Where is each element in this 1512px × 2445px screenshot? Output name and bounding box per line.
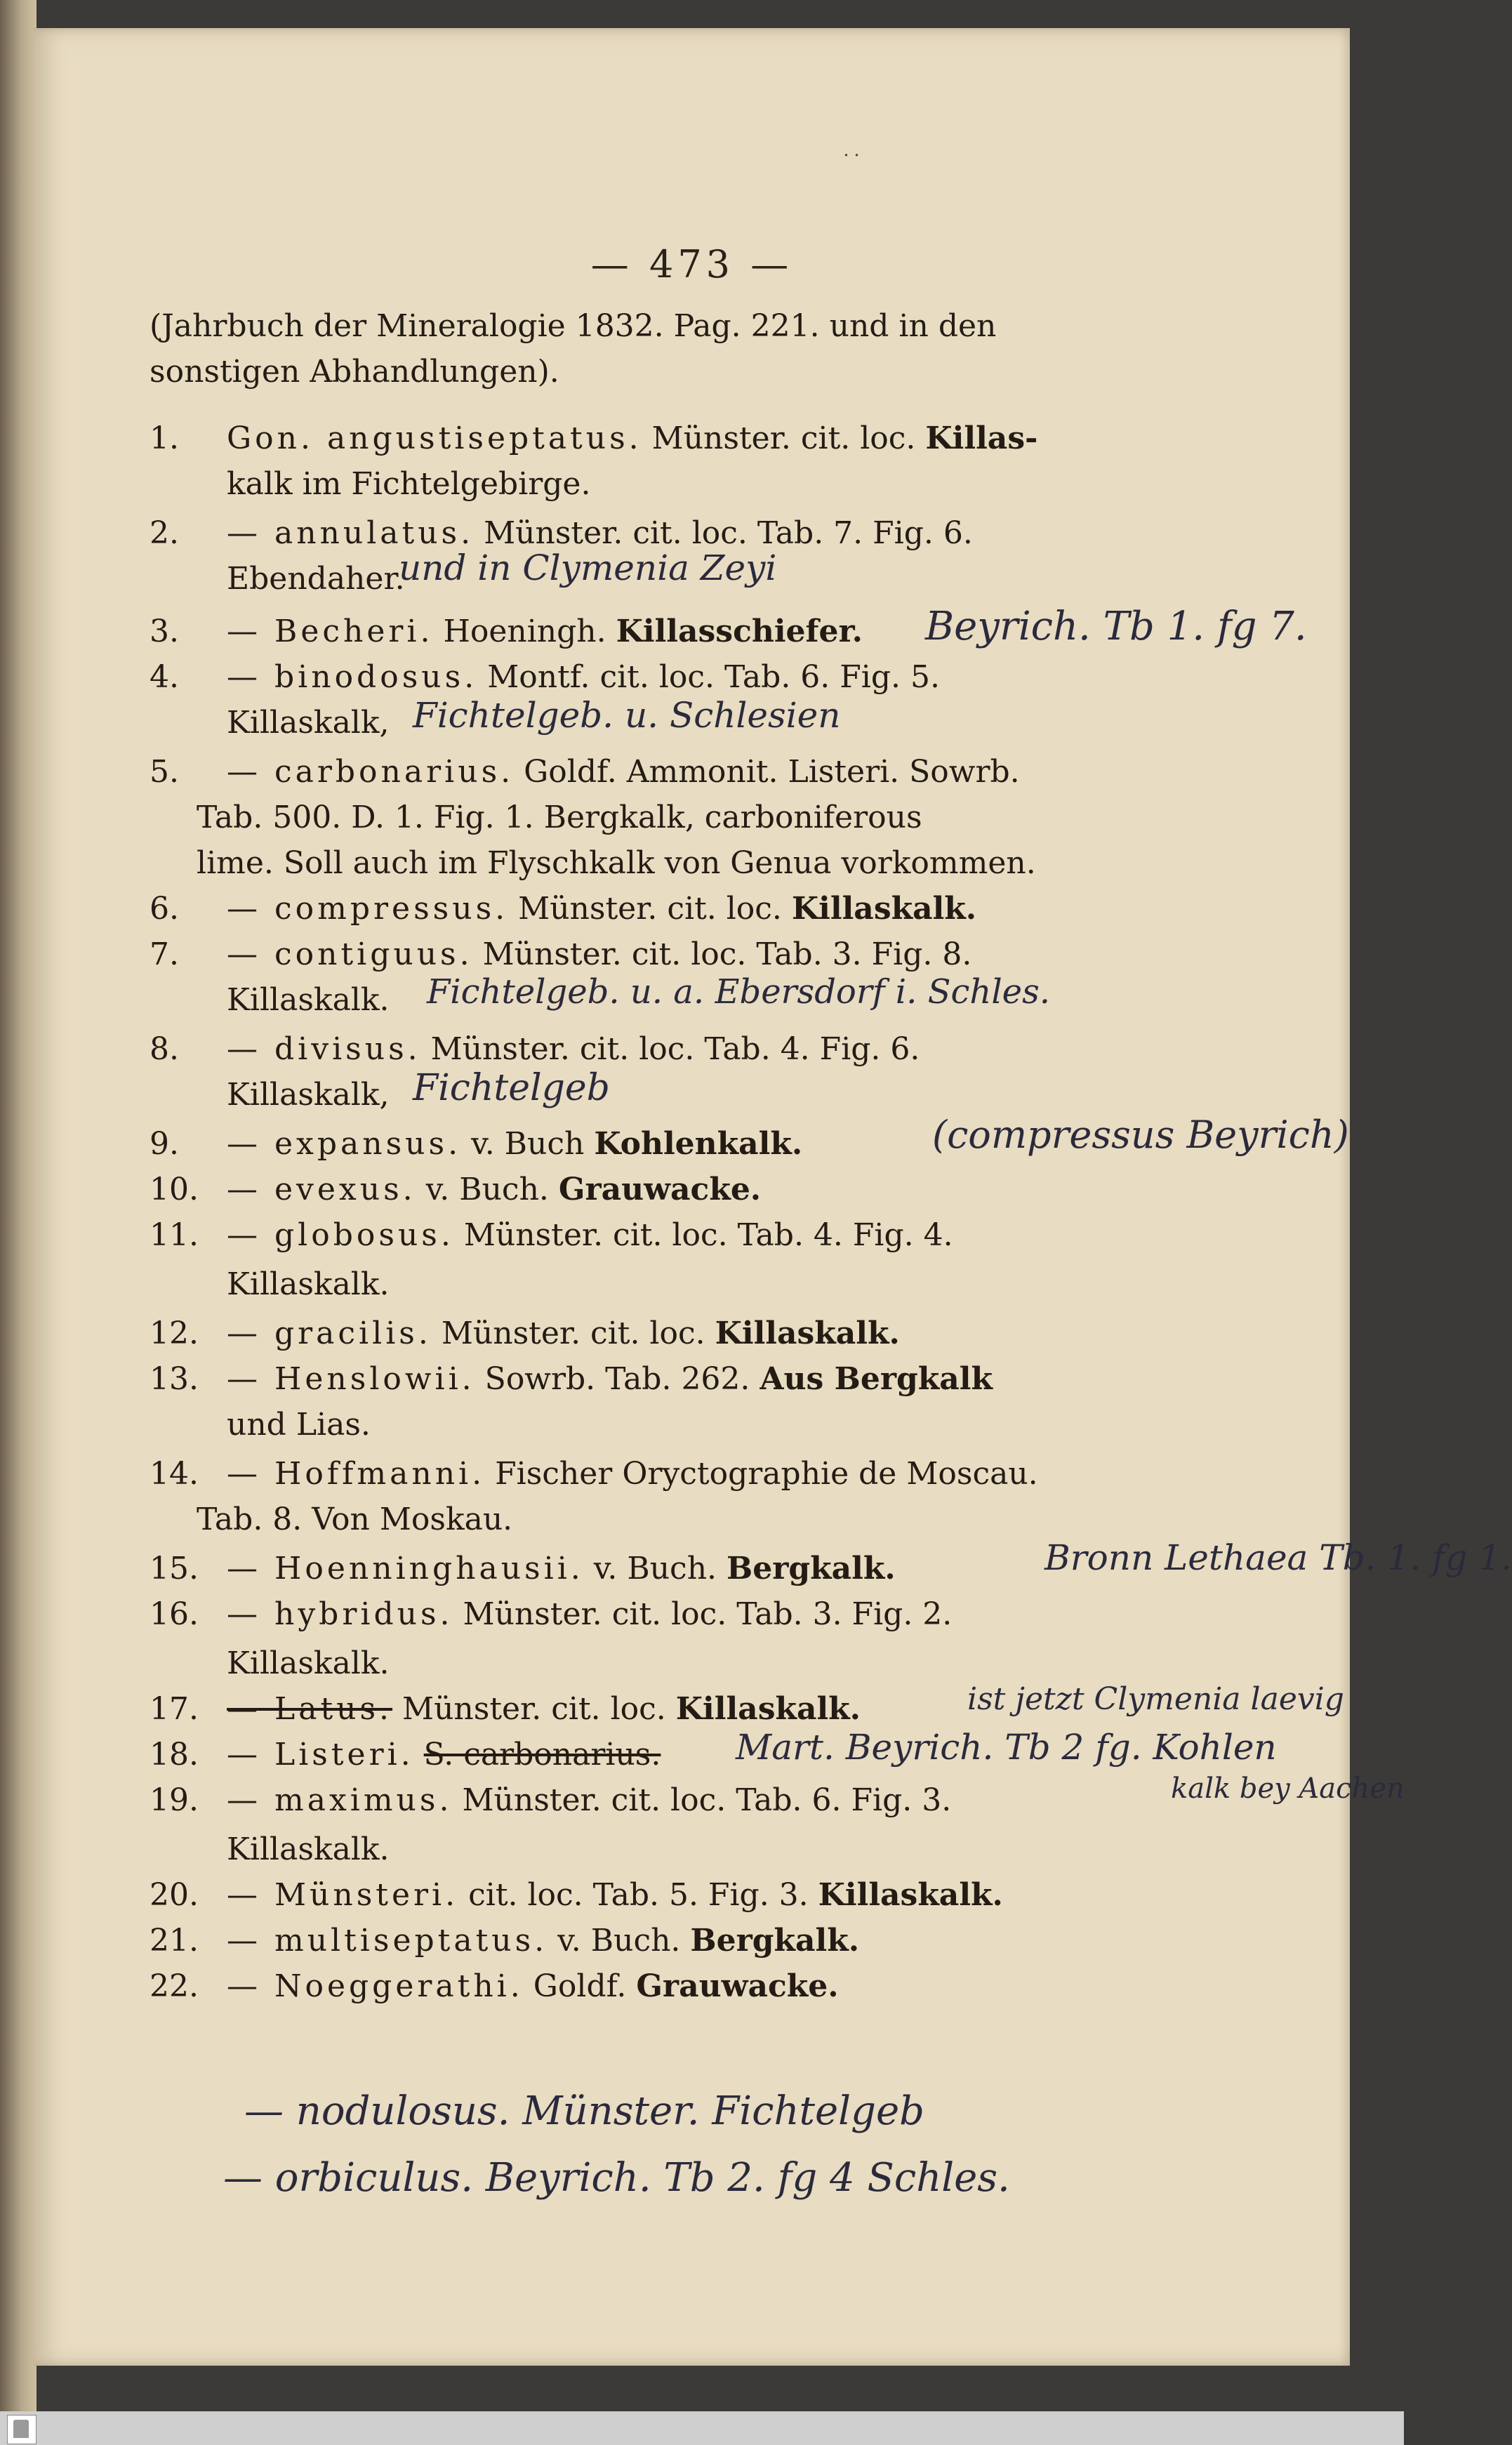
species-name: — multiseptatus.: [227, 1923, 548, 1959]
entry-continuation: Killaskalk.: [227, 982, 390, 1018]
entry-row: [150, 1028, 920, 1071]
entry-number: 19.: [150, 1782, 199, 1818]
species-name: — Becheri.: [227, 614, 434, 649]
entry-number: 18.: [150, 1737, 199, 1773]
entry-number: 22.: [150, 1968, 199, 2004]
ink-mark: ˙˙: [841, 151, 862, 175]
entry-row: [150, 1453, 1038, 1495]
species-name: — maximus.: [227, 1782, 453, 1818]
species-name: — Listeri.: [227, 1737, 414, 1773]
entry-row: [150, 888, 976, 930]
viewer-footer-bar: [0, 2411, 1404, 2445]
handwritten-annotation: und in Clymenia Zeyi: [399, 548, 777, 588]
page-number: — 473 —: [590, 242, 793, 286]
locality: Aus Bergkalk: [760, 1361, 993, 1397]
entry-number: 4.: [150, 659, 179, 695]
citation: Münster. cit. loc.: [441, 1316, 705, 1351]
entry-row: [150, 751, 1020, 793]
species-name: — annulatus.: [227, 515, 475, 551]
citation: v. Buch.: [557, 1923, 681, 1959]
citation: S. carbonarius.: [423, 1737, 661, 1773]
entry-number: 8.: [150, 1031, 179, 1067]
entry-continuation: lime. Soll auch im Flyschkalk von Genua vorkommen.: [197, 845, 1036, 881]
citation: v. Buch.: [593, 1551, 717, 1586]
entry-number: 6.: [150, 891, 179, 927]
entry-row: [150, 1169, 761, 1211]
entry-row: [150, 1593, 952, 1636]
locality: Bergkalk.: [727, 1551, 896, 1586]
entry-continuation: Ebendaher.: [227, 561, 405, 597]
species-name: — binodosus.: [227, 659, 478, 695]
entry-row: [150, 1313, 900, 1355]
entry-row: [150, 1548, 896, 1590]
entry-continuation: Killaskalk.: [227, 1831, 390, 1867]
citation: Münster. cit. loc. Tab. 4. Fig. 6.: [430, 1031, 920, 1067]
locality: Grauwacke.: [636, 1968, 839, 2004]
citation: v. Buch.: [425, 1172, 549, 1207]
entry-row: [150, 1780, 951, 1822]
species-name: — evexus.: [227, 1172, 416, 1207]
handwritten-annotation: (compressus Beyrich): [932, 1113, 1349, 1157]
entry-number: 15.: [150, 1551, 199, 1586]
species-name: — Latus.: [227, 1691, 393, 1727]
entry-row: [150, 418, 1037, 460]
book-page: [34, 28, 1512, 2366]
handwritten-annotation: ist jetzt Clymenia laevig: [967, 1681, 1344, 1717]
entry-continuation: und Lias.: [227, 1407, 371, 1443]
entry-number: 16.: [150, 1596, 199, 1632]
locality: Killaskalk.: [715, 1316, 900, 1351]
handwritten-annotation: Beyrich. Tb 1. fg 7.: [925, 604, 1307, 649]
entry-number: 14.: [150, 1456, 199, 1492]
entry-row: [150, 1966, 839, 2008]
citation: Goldf.: [533, 1968, 627, 2004]
species-name: — Noeggerathi.: [227, 1968, 524, 2004]
citation: Münster. cit. loc.: [402, 1691, 666, 1727]
handwritten-annotation: Bronn Lethaea Tb. 1. fg 1.: [1045, 1537, 1512, 1578]
entry-row: [150, 1688, 861, 1730]
intro-line-2: sonstigen Abhandlungen).: [150, 354, 559, 390]
locality: Bergkalk.: [690, 1923, 860, 1959]
species-name: — Henslowii.: [227, 1361, 475, 1397]
species-name: — Hoffmanni.: [227, 1456, 486, 1492]
locality: Grauwacke.: [558, 1172, 762, 1207]
entry-number: 12.: [150, 1316, 199, 1351]
locality: Killaskalk.: [818, 1877, 1003, 1913]
entry-continuation: Tab. 8. Von Moskau.: [197, 1502, 513, 1537]
entry-row: [150, 1874, 1003, 1916]
entry-number: 7.: [150, 936, 179, 972]
entry-row: [150, 656, 940, 698]
species-name: — globosus.: [227, 1217, 454, 1253]
locality: Killaskalk.: [675, 1691, 861, 1727]
citation: Münster. cit. loc.: [518, 891, 782, 927]
entry-row: [150, 1920, 859, 1962]
locality: Killaskalk.: [791, 891, 977, 927]
entry-row: [150, 934, 971, 976]
species-name: Gon. angustiseptatus.: [227, 420, 642, 456]
entry-continuation: Killaskalk.: [227, 1645, 390, 1681]
citation: Münster. cit. loc. Tab. 7. Fig. 6.: [484, 515, 973, 551]
entry-row: [150, 611, 863, 653]
handwritten-addition-1: — nodulosus. Münster. Fichtelgeb: [244, 2088, 924, 2134]
citation: Fischer Oryctographie de Moscau.: [495, 1456, 1038, 1492]
handwritten-addition-2: — orbiculus. Beyrich. Tb 2. fg 4 Schles.: [223, 2155, 1010, 2201]
entry-number: 20.: [150, 1877, 199, 1913]
entry-row: [150, 1214, 953, 1257]
entry-row: [150, 1734, 661, 1776]
species-name: — contiguus.: [227, 936, 473, 972]
entry-number: 5.: [150, 754, 179, 790]
entry-number: 1.: [150, 420, 179, 456]
entry-continuation: Killaskalk,: [227, 705, 390, 741]
locality: Killasschiefer.: [616, 614, 863, 649]
locality: Killas-: [925, 420, 1038, 456]
species-name: — Münsteri.: [227, 1877, 459, 1913]
entry-number: 17.: [150, 1691, 199, 1727]
entry-number: 3.: [150, 614, 179, 649]
citation: Münster. cit. loc. Tab. 4. Fig. 4.: [463, 1217, 953, 1253]
species-name: — carbonarius.: [227, 754, 515, 790]
citation: Sowrb. Tab. 262.: [484, 1361, 750, 1397]
book-spine: [0, 0, 37, 2445]
library-logo-icon: [7, 2415, 37, 2444]
citation: v. Buch: [471, 1126, 585, 1162]
entry-continuation: Killaskalk.: [227, 1266, 390, 1302]
entry-number: 13.: [150, 1361, 199, 1397]
species-name: — gracilis.: [227, 1316, 432, 1351]
entry-number: 2.: [150, 515, 179, 551]
species-name: — expansus.: [227, 1126, 462, 1162]
handwritten-annotation: kalk bey Aachen: [1171, 1773, 1405, 1805]
citation: Münster. cit. loc. Tab. 6. Fig. 3.: [462, 1782, 952, 1818]
handwritten-annotation: Fichtelgeb. u. Schlesien: [413, 695, 841, 736]
entry-continuation: kalk im Fichtelgebirge.: [227, 466, 591, 502]
entry-number: 10.: [150, 1172, 199, 1207]
handwritten-annotation: Fichtelgeb: [413, 1067, 610, 1109]
entry-continuation: Killaskalk,: [227, 1077, 390, 1113]
entry-row: [150, 1123, 802, 1165]
entry-number: 9.: [150, 1126, 179, 1162]
entry-row: [150, 1358, 993, 1400]
citation: cit. loc. Tab. 5. Fig. 3.: [468, 1877, 809, 1913]
citation: Münster. cit. loc.: [651, 420, 916, 456]
species-name: — divisus.: [227, 1031, 421, 1067]
citation: Münster. cit. loc. Tab. 3. Fig. 2.: [463, 1596, 953, 1632]
citation: Münster. cit. loc. Tab. 3. Fig. 8.: [482, 936, 972, 972]
species-name: — Hoenninghausii.: [227, 1551, 584, 1586]
handwritten-annotation: Fichtelgeb. u. a. Ebersdorf i. Schles.: [427, 972, 1050, 1012]
citation: Montf. cit. loc. Tab. 6. Fig. 5.: [487, 659, 940, 695]
citation: Goldf. Ammonit. Listeri. Sowrb.: [524, 754, 1020, 790]
entry-number: 21.: [150, 1923, 199, 1959]
handwritten-annotation: Mart. Beyrich. Tb 2 fg. Kohlen: [736, 1727, 1277, 1768]
entry-continuation: Tab. 500. D. 1. Fig. 1. Bergkalk, carboniferous: [197, 800, 922, 835]
entry-number: 11.: [150, 1217, 199, 1253]
citation: Hoeningh.: [443, 614, 606, 649]
locality: Kohlenkalk.: [594, 1126, 803, 1162]
species-name: — compressus.: [227, 891, 509, 927]
intro-line-1: (Jahrbuch der Mineralogie 1832. Pag. 221. und in den: [150, 308, 997, 344]
species-name: — hybridus.: [227, 1596, 453, 1632]
